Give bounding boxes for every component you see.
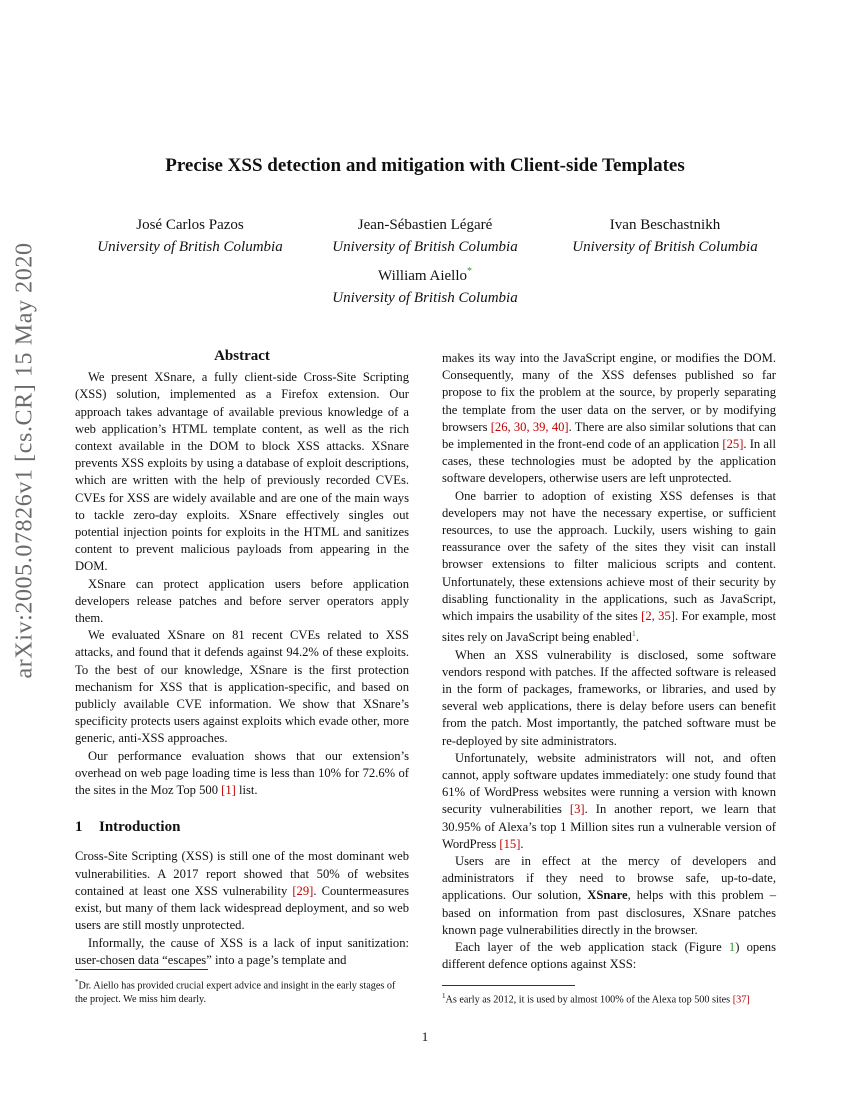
citation-link[interactable]: [26, 30, 39, 40] (490, 419, 569, 434)
abstract-paragraph: We evaluated XSnare on 81 recent CVEs related to XSS attacks, and found that it defends against 94.2% of these exploits. To the best of our knowledge, XSnare is the first protection mechanism for XSS that is application-specific, and based on publicly available CVE information. We show that XSnare’s specificity protects users against exploits which evade other, more generic, anti-XSS approaches. (75, 628, 409, 746)
citation-link[interactable]: [29] (292, 883, 314, 898)
footnote-link[interactable]: * (466, 266, 472, 277)
body-paragraph: One barrier to adoption of existing XSS defenses is that developers may not have the necessary expertise, or sufficient resources, to use the approach. Luckily, users wishing to gain reassurance over the safety of the sites they visit can install browser extensions to filter malicious scripts and content. Unfortunately, these extensions achieve most of their security by disabling functionality in the applications, such as JavaScript, which impairs the usability of the sites [2, 35]. For example, most sites rely on JavaScript being enabled$^1$. (442, 488, 776, 645)
footnote-rule (442, 985, 575, 986)
author-block (305, 214, 545, 258)
figure-link[interactable]: 1 (728, 940, 736, 955)
citation-link[interactable]: [15] (499, 836, 521, 851)
body-paragraph: Unfortunately, website administrators will not, and often cannot, apply software updates immediately: one study found that 61% of WordPress websites were running a version with known security vulnerabilities [3]. In another report, we learn that 30.95% of Alexa’s top 1 Million sites run a vulnerable version of WordPress [15]. (442, 750, 776, 851)
footnote-link[interactable]: 1 (631, 629, 636, 639)
author-name: Ivan Beschastnikh (609, 217, 721, 233)
author-affiliation: University of British Columbia (572, 239, 758, 255)
body-paragraph: Informally, the cause of XSS is a lack of input sanitization: user-chosen data “escapes” into a page’s template and (75, 935, 409, 967)
body-paragraph: When an XSS vulnerability is disclosed, some software vendors respond with patches. If the affected software is released in the form of packages, frameworks, or libraries, and used by several web applications, there is delay before users can benefit from the patch. Most importantly, the patched software must be re-deployed by site administrators. (442, 647, 776, 748)
citation-link[interactable]: [37] (732, 994, 750, 1006)
abstract-paragraph: XSnare can protect application users before application developers release patches and before server operators apply them. (75, 576, 409, 626)
right-column (442, 350, 776, 974)
author-block (545, 214, 785, 258)
footnote: $^1$As early as 2012, it is used by almost 100% of the Alexa top 500 sites [37] (442, 992, 750, 1006)
citation-link[interactable]: [3] (569, 802, 585, 817)
citation-link[interactable]: [25] (722, 437, 744, 452)
footnote: *Dr. Aiello has provided crucial expert advice and insight in the early stages of the project. We miss him dearly. (75, 978, 396, 1005)
citation-link[interactable]: [2, 35] (641, 609, 675, 624)
body-paragraph: Users are in effect at the mercy of developers and administrators if they need to browse safe, up-to-date, applications. Our solution, XSnare, helps with this problem – based on information from past disclosures, XSnare patches known page vulnerabilities directly in the browser. (442, 854, 776, 937)
citation-link[interactable]: [1] (221, 783, 236, 798)
author-affiliation: University of British Columbia (332, 290, 518, 306)
author-name: José Carlos Pazos (136, 217, 244, 233)
paper-title: Precise XSS detection and mitigation with Client-side Templates (165, 155, 685, 176)
section-heading: 1 Introduction (75, 819, 181, 836)
arxiv-identifier (4, 220, 46, 700)
author-affiliation: University of British Columbia (332, 239, 518, 255)
author-block (305, 261, 545, 309)
author-block (70, 214, 310, 258)
author-affiliation: University of British Columbia (97, 239, 283, 255)
author-name: William Aiello* (378, 266, 472, 284)
left-column (75, 348, 409, 969)
body-paragraph: Cross-Site Scripting (XSS) is still one of the most dominant web vulnerabilities. A 2017 report showed that 50% of websites contained at least one XSS vulnerability [29]. Countermeasures exist, but many of them lack widespread deployment, and so web users are still mostly unprotected. (75, 849, 410, 933)
author-name: Jean-Sébastien Légaré (357, 217, 493, 233)
footnote-rule (75, 969, 208, 970)
abstract-paragraph: We present XSnare, a fully client-side Cross-Site Scripting (XSS) solution, implemented as a Firefox extension. Our approach takes advantage of available previous knowledge of a web application’s HTML template content, as well as the rich context available in the DOM to block XSS attacks. XSnare prevents XSS exploits by using a database of exploit descriptions, which are written with the help of previously recorded CVEs. CVEs for XSS are widely available and are one of the main ways to tackle zero-day exploits. XSnare effectively singles out potential injection points for exploits in the HTML and sanitizes content to prevent malicious payloads from appearing in the DOM. (75, 370, 409, 574)
arxiv-id-text: arXiv:2005.07826v1 [cs.CR] 15 May 2020 (11, 241, 38, 679)
body-paragraph: Each layer of the web application stack (Figure 1) opens different defence options against XSS: (442, 940, 776, 972)
abstract-heading: Abstract (214, 348, 270, 364)
body-paragraph: makes its way into the JavaScript engine, or modifies the DOM. Consequently, many of the XSS defenses published so far propose to fix the problem at the source, by properly separating the template from the user data on the server, or by modifying browsers [26, 30, 39, 40]. There are also similar solutions that can be implemented in the front-end code of an application [25]. In all cases, these technologies must be adopted by the application software developers, otherwise users are left unprotected. (442, 351, 776, 486)
abstract-paragraph: Our performance evaluation shows that our extension’s overhead on web page loading time is less than 10% for 72.6% of the sites in the Moz Top 500 [1] list. (75, 748, 409, 798)
page-number: 1 (421, 1029, 429, 1044)
